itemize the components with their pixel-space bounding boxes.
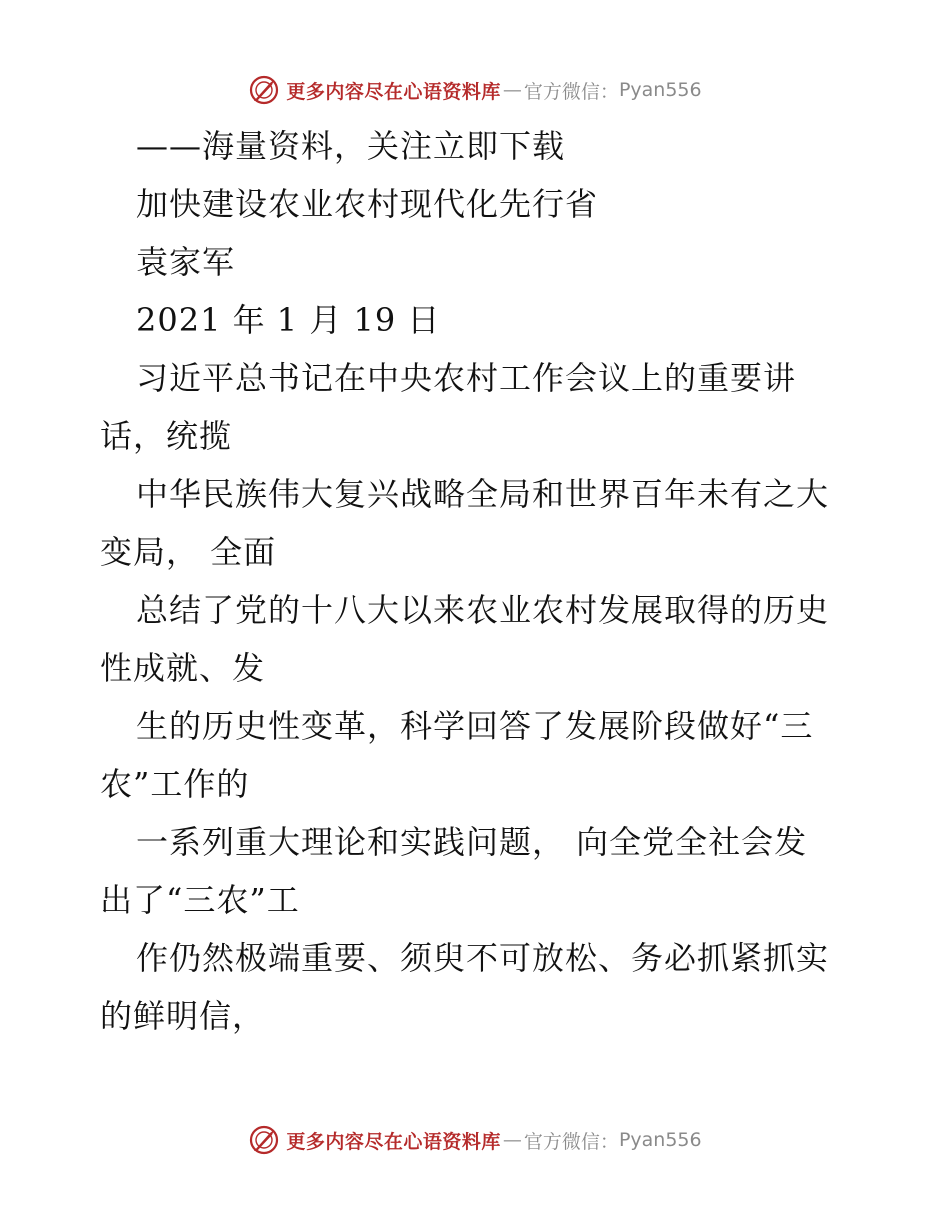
watermark-separator: — xyxy=(502,1129,522,1151)
document-body xyxy=(100,122,860,1050)
watermark-brand: 更多内容尽在心语资料库 xyxy=(286,80,501,103)
document-title: 加快建设农业农村现代化先行省 xyxy=(136,185,599,223)
document-date: 2021 年 1 月 19 日 xyxy=(136,301,441,339)
paragraph-line: 生的历史性变革，科学回答了发展阶段做好“三 xyxy=(136,707,814,745)
paragraph-line: 习近平总书记在中央农村工作会议上的重要讲 xyxy=(136,359,797,397)
footer-watermark xyxy=(0,1120,950,1160)
quill-circle-logo-icon xyxy=(248,74,280,106)
paragraph-line: 农”工作的 xyxy=(100,765,250,803)
watermark-wechat-label: 官方微信： xyxy=(523,80,619,103)
paragraph-line: 总结了党的十八大以来农业农村发展取得的历史 xyxy=(136,591,830,629)
paragraph-line: 中华民族伟大复兴战略全局和世界百年未有之大 xyxy=(136,475,830,513)
download-note: ——海量资料，关注立即下载 xyxy=(136,127,566,165)
paragraph-line: 性成就、发 xyxy=(100,649,266,687)
paragraph-line: 的鲜明信， xyxy=(100,997,266,1035)
watermark-wechat-id: Pyan556 xyxy=(618,79,702,101)
header-watermark xyxy=(0,70,950,110)
paragraph-line: 出了“三农”工 xyxy=(100,881,300,919)
watermark-separator: — xyxy=(502,79,522,101)
paragraph-line: 作仍然极端重要、须臾不可放松、务必抓紧抓实 xyxy=(136,939,830,977)
watermark-wechat-id: Pyan556 xyxy=(618,1129,702,1151)
quill-circle-logo-icon xyxy=(248,1124,280,1156)
watermark-wechat-label: 官方微信： xyxy=(523,1130,619,1153)
paragraph-line: 话，统揽 xyxy=(100,417,233,455)
paragraph-line: 变局， 全面 xyxy=(100,533,277,571)
paragraph-line: 一系列重大理论和实践问题， 向全党全社会发 xyxy=(136,823,808,861)
document-author: 袁家军 xyxy=(136,243,236,281)
watermark-brand: 更多内容尽在心语资料库 xyxy=(286,1130,501,1153)
